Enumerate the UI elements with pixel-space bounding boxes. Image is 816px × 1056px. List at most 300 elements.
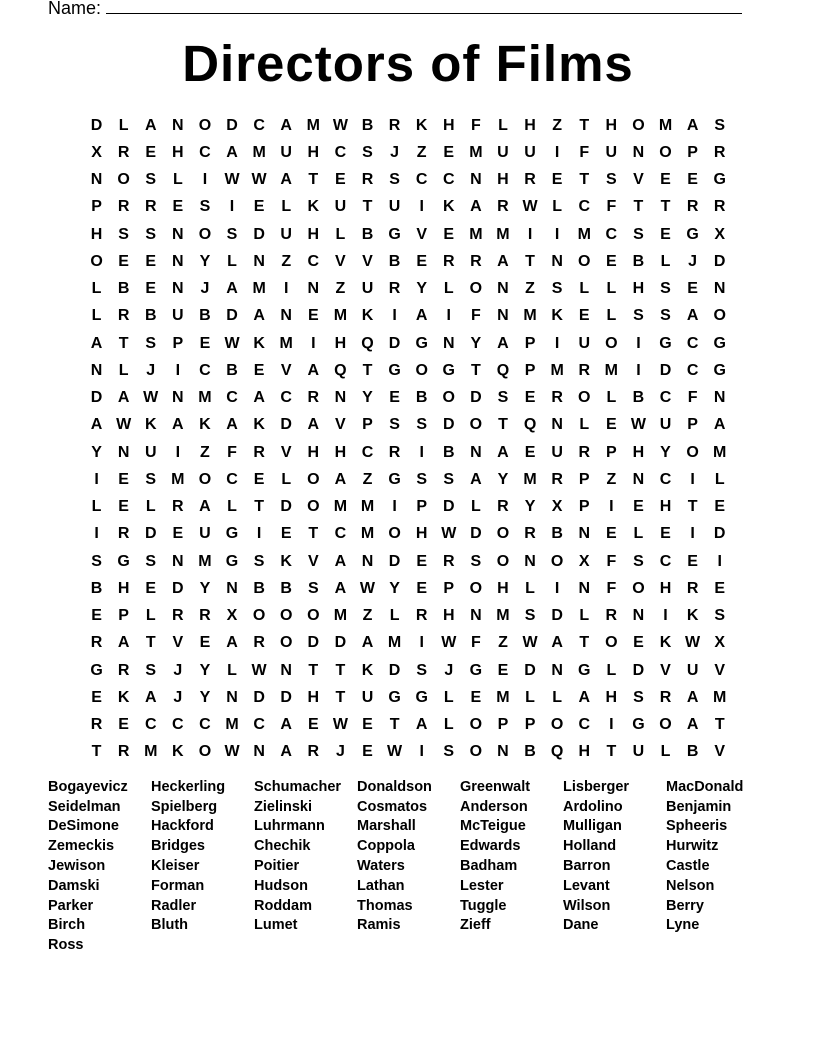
grid-letter[interactable]: R [90, 634, 103, 652]
grid-letter[interactable]: M [387, 634, 402, 652]
grid-letter[interactable]: I [717, 552, 722, 570]
grid-letter[interactable]: E [416, 252, 427, 270]
grid-letter[interactable]: I [202, 171, 208, 189]
grid-letter[interactable]: C [199, 716, 211, 734]
grid-letter[interactable]: U [144, 443, 157, 461]
grid-letter[interactable]: I [94, 470, 99, 488]
grid-letter[interactable]: Z [552, 116, 563, 134]
grid-letter[interactable]: Y [524, 498, 536, 516]
grid-letter[interactable]: R [361, 171, 374, 189]
grid-letter[interactable]: H [442, 116, 455, 134]
grid-letter[interactable]: M [198, 389, 212, 407]
grid-letter[interactable]: A [280, 716, 292, 734]
grid-letter[interactable]: M [198, 552, 212, 570]
grid-letter[interactable]: E [443, 225, 455, 243]
grid-letter[interactable]: I [636, 361, 641, 379]
grid-letter[interactable]: N [226, 579, 238, 597]
grid-letter[interactable]: R [415, 607, 428, 625]
grid-letter[interactable]: O [198, 116, 212, 134]
grid-letter[interactable]: W [224, 171, 240, 189]
grid-letter[interactable]: Y [199, 688, 211, 706]
grid-letter[interactable]: T [660, 198, 671, 216]
grid-letter[interactable]: P [605, 443, 617, 461]
grid-letter[interactable]: W [332, 116, 348, 134]
grid-letter[interactable]: L [118, 116, 129, 134]
grid-letter[interactable]: S [660, 307, 671, 325]
grid-letter[interactable]: E [660, 171, 671, 189]
grid-letter[interactable]: N [470, 607, 482, 625]
grid-letter[interactable]: G [713, 171, 726, 189]
grid-letter[interactable]: W [224, 743, 240, 761]
grid-letter[interactable]: V [714, 743, 726, 761]
grid-letter[interactable]: L [579, 607, 590, 625]
grid-letter[interactable]: S [633, 307, 644, 325]
grid-letter[interactable]: H [334, 334, 347, 352]
grid-letter[interactable]: L [606, 307, 617, 325]
grid-letter[interactable]: U [199, 525, 211, 543]
grid-letter[interactable]: F [687, 389, 698, 407]
grid-letter[interactable]: R [388, 116, 401, 134]
grid-letter[interactable]: Q [496, 361, 510, 379]
grid-letter[interactable]: O [713, 307, 726, 325]
grid-letter[interactable]: K [361, 307, 374, 325]
grid-letter[interactable]: K [199, 416, 211, 434]
grid-letter[interactable]: F [470, 116, 481, 134]
grid-letter[interactable]: S [145, 171, 157, 189]
grid-letter[interactable]: O [659, 716, 672, 734]
grid-letter[interactable]: T [389, 716, 400, 734]
grid-letter[interactable]: E [253, 361, 265, 379]
grid-letter[interactable]: N [307, 280, 320, 298]
grid-letter[interactable]: X [226, 607, 238, 625]
grid-letter[interactable]: D [388, 334, 401, 352]
grid-letter[interactable]: G [442, 361, 455, 379]
grid-letter[interactable]: R [117, 743, 130, 761]
grid-letter[interactable]: N [497, 743, 509, 761]
grid-letter[interactable]: S [551, 280, 563, 298]
grid-letter[interactable]: D [280, 416, 292, 434]
grid-letter[interactable]: I [527, 225, 533, 243]
grid-letter[interactable]: Z [525, 280, 535, 298]
grid-letter[interactable]: M [144, 743, 158, 761]
grid-letter[interactable]: F [227, 443, 237, 461]
grid-letter[interactable]: B [524, 743, 536, 761]
grid-letter[interactable]: S [389, 416, 400, 434]
grid-letter[interactable]: A [497, 334, 509, 352]
grid-letter[interactable]: N [280, 661, 292, 679]
grid-letter[interactable]: O [388, 525, 401, 543]
grid-letter[interactable]: O [469, 743, 483, 761]
grid-letter[interactable]: H [605, 688, 618, 706]
grid-letter[interactable]: E [145, 280, 157, 298]
grid-letter[interactable]: D [280, 688, 292, 706]
grid-letter[interactable]: V [633, 171, 644, 189]
grid-letter[interactable]: A [90, 416, 103, 434]
grid-letter[interactable]: T [145, 634, 156, 652]
grid-letter[interactable]: S [91, 552, 102, 570]
grid-letter[interactable]: T [633, 198, 644, 216]
grid-letter[interactable]: N [172, 225, 184, 243]
grid-letter[interactable]: O [550, 552, 564, 570]
grid-letter[interactable]: T [525, 252, 535, 270]
grid-letter[interactable]: W [441, 634, 457, 652]
grid-letter[interactable]: L [227, 661, 237, 679]
grid-letter[interactable]: P [416, 498, 427, 516]
grid-letter[interactable]: O [307, 607, 320, 625]
grid-letter[interactable]: O [469, 280, 483, 298]
grid-letter[interactable]: W [224, 334, 240, 352]
grid-letter[interactable]: S [145, 225, 157, 243]
grid-letter[interactable]: B [199, 307, 211, 325]
grid-letter[interactable]: Q [523, 416, 537, 434]
grid-letter[interactable]: W [630, 416, 646, 434]
grid-letter[interactable]: H [117, 579, 130, 597]
grid-letter[interactable]: L [91, 498, 102, 516]
grid-letter[interactable]: I [419, 634, 424, 652]
grid-letter[interactable]: O [469, 579, 483, 597]
grid-letter[interactable]: I [554, 579, 560, 597]
grid-letter[interactable]: K [442, 198, 455, 216]
grid-letter[interactable]: N [172, 116, 184, 134]
grid-letter[interactable]: S [443, 743, 455, 761]
grid-letter[interactable]: D [713, 525, 726, 543]
grid-letter[interactable]: H [172, 143, 184, 161]
grid-letter[interactable]: J [444, 661, 454, 679]
grid-letter[interactable]: E [307, 716, 319, 734]
grid-letter[interactable]: M [333, 498, 348, 516]
grid-letter[interactable]: W [359, 579, 376, 597]
grid-letter[interactable]: R [686, 579, 699, 597]
grid-letter[interactable]: A [226, 280, 238, 298]
grid-letter[interactable]: N [280, 307, 292, 325]
grid-letter[interactable]: H [497, 579, 509, 597]
grid-letter[interactable]: U [280, 225, 292, 243]
grid-letter[interactable]: T [91, 743, 102, 761]
grid-letter[interactable]: E [335, 171, 346, 189]
grid-letter[interactable]: D [551, 607, 563, 625]
grid-letter[interactable]: G [713, 334, 726, 352]
grid-letter[interactable]: U [659, 416, 672, 434]
grid-letter[interactable]: E [145, 579, 157, 597]
grid-letter[interactable]: W [522, 198, 538, 216]
grid-letter[interactable]: L [606, 661, 617, 679]
grid-letter[interactable]: N [632, 470, 645, 488]
grid-letter[interactable]: H [659, 579, 672, 597]
grid-letter[interactable]: L [145, 607, 156, 625]
grid-letter[interactable]: E [605, 525, 617, 543]
grid-letter[interactable]: Y [199, 661, 211, 679]
grid-letter[interactable]: L [281, 470, 292, 488]
grid-letter[interactable]: B [632, 389, 645, 407]
grid-letter[interactable]: U [388, 198, 401, 216]
grid-letter[interactable]: X [714, 634, 726, 652]
grid-letter[interactable]: Q [361, 334, 374, 352]
grid-letter[interactable]: V [307, 552, 319, 570]
grid-letter[interactable]: E [687, 280, 698, 298]
grid-letter[interactable]: S [714, 116, 726, 134]
grid-letter[interactable]: U [172, 307, 184, 325]
grid-letter[interactable]: E [660, 225, 671, 243]
grid-letter[interactable]: B [361, 225, 374, 243]
grid-letter[interactable]: R [388, 443, 401, 461]
grid-letter[interactable]: I [609, 498, 614, 516]
grid-letter[interactable]: B [442, 443, 455, 461]
grid-letter[interactable]: U [578, 334, 591, 352]
grid-letter[interactable]: C [253, 716, 265, 734]
grid-letter[interactable]: I [419, 198, 424, 216]
grid-letter[interactable]: E [172, 525, 184, 543]
grid-letter[interactable]: A [497, 443, 509, 461]
grid-letter[interactable]: R [199, 607, 211, 625]
grid-letter[interactable]: B [551, 525, 563, 543]
grid-letter[interactable]: D [470, 525, 482, 543]
grid-letter[interactable]: O [90, 252, 103, 270]
grid-letter[interactable]: I [94, 525, 99, 543]
grid-letter[interactable]: L [389, 607, 400, 625]
grid-letter[interactable]: R [253, 634, 265, 652]
grid-letter[interactable]: N [713, 280, 726, 298]
grid-letter[interactable]: A [497, 252, 509, 270]
grid-letter[interactable]: Y [389, 579, 400, 597]
grid-letter[interactable]: M [523, 470, 537, 488]
grid-letter[interactable]: A [172, 416, 184, 434]
grid-letter[interactable]: E [578, 307, 590, 325]
grid-letter[interactable]: A [307, 361, 320, 379]
grid-letter[interactable]: V [335, 252, 346, 270]
grid-letter[interactable]: S [416, 470, 427, 488]
grid-letter[interactable]: U [280, 143, 292, 161]
grid-letter[interactable]: H [632, 280, 645, 298]
grid-letter[interactable]: C [334, 525, 347, 543]
grid-letter[interactable]: N [551, 252, 563, 270]
grid-letter[interactable]: L [714, 470, 725, 488]
grid-letter[interactable]: A [280, 171, 292, 189]
grid-letter[interactable]: Y [199, 579, 211, 597]
grid-letter[interactable]: F [470, 634, 481, 652]
grid-letter[interactable]: N [172, 552, 184, 570]
grid-letter[interactable]: R [144, 198, 157, 216]
grid-letter[interactable]: A [117, 634, 130, 652]
grid-letter[interactable]: O [659, 143, 672, 161]
grid-letter[interactable]: G [225, 525, 239, 543]
grid-letter[interactable]: D [470, 389, 482, 407]
grid-letter[interactable]: E [362, 743, 373, 761]
grid-letter[interactable]: N [713, 389, 726, 407]
grid-letter[interactable]: A [90, 334, 103, 352]
grid-letter[interactable]: K [659, 634, 672, 652]
grid-letter[interactable]: E [687, 171, 698, 189]
grid-letter[interactable]: Y [660, 443, 671, 461]
grid-letter[interactable]: O [198, 743, 212, 761]
grid-letter[interactable]: L [281, 198, 292, 216]
grid-letter[interactable]: R [578, 443, 591, 461]
grid-letter[interactable]: K [415, 116, 428, 134]
name-blank-line[interactable] [106, 0, 742, 14]
grid-letter[interactable]: K [253, 416, 265, 434]
grid-letter[interactable]: R [497, 198, 509, 216]
grid-letter[interactable]: A [144, 116, 157, 134]
grid-letter[interactable]: R [497, 498, 509, 516]
grid-letter[interactable]: A [713, 416, 726, 434]
grid-letter[interactable]: J [173, 688, 183, 706]
grid-letter[interactable]: I [554, 225, 560, 243]
grid-letter[interactable]: P [362, 416, 373, 434]
grid-letter[interactable]: N [117, 443, 130, 461]
grid-letter[interactable]: K [253, 334, 265, 352]
grid-letter[interactable]: D [659, 361, 672, 379]
grid-letter[interactable]: I [311, 334, 316, 352]
grid-letter[interactable]: V [660, 661, 671, 679]
grid-letter[interactable]: N [90, 361, 103, 379]
grid-letter[interactable]: I [256, 525, 262, 543]
grid-letter[interactable]: A [686, 716, 699, 734]
grid-letter[interactable]: A [686, 116, 699, 134]
grid-letter[interactable]: M [360, 525, 375, 543]
grid-letter[interactable]: L [335, 225, 346, 243]
grid-letter[interactable]: E [416, 552, 427, 570]
grid-letter[interactable]: B [90, 579, 103, 597]
grid-letter[interactable]: C [686, 361, 699, 379]
grid-letter[interactable]: P [118, 607, 129, 625]
grid-letter[interactable]: C [280, 389, 292, 407]
grid-letter[interactable]: A [361, 634, 374, 652]
grid-letter[interactable]: A [280, 743, 292, 761]
grid-letter[interactable]: C [307, 252, 320, 270]
grid-letter[interactable]: S [605, 171, 617, 189]
grid-letter[interactable]: B [144, 307, 157, 325]
grid-letter[interactable]: B [632, 252, 645, 270]
grid-letter[interactable]: A [415, 307, 428, 325]
grid-letter[interactable]: D [388, 661, 401, 679]
grid-letter[interactable]: A [307, 416, 320, 434]
grid-letter[interactable]: E [145, 252, 157, 270]
grid-letter[interactable]: F [606, 579, 617, 597]
grid-letter[interactable]: U [605, 143, 618, 161]
grid-letter[interactable]: S [497, 389, 509, 407]
grid-letter[interactable]: W [685, 634, 701, 652]
grid-letter[interactable]: B [686, 743, 699, 761]
grid-letter[interactable]: A [117, 389, 130, 407]
grid-letter[interactable]: C [334, 143, 347, 161]
grid-letter[interactable]: N [172, 280, 184, 298]
grid-letter[interactable]: N [253, 252, 265, 270]
grid-letter[interactable]: V [172, 634, 184, 652]
grid-letter[interactable]: D [632, 661, 645, 679]
grid-letter[interactable]: E [687, 552, 698, 570]
grid-letter[interactable]: L [606, 280, 617, 298]
grid-letter[interactable]: F [606, 198, 617, 216]
grid-letter[interactable]: M [469, 143, 483, 161]
grid-letter[interactable]: M [333, 307, 348, 325]
grid-letter[interactable]: P [524, 716, 536, 734]
grid-letter[interactable]: I [392, 498, 397, 516]
grid-letter[interactable]: J [173, 661, 183, 679]
grid-letter[interactable]: E [524, 389, 536, 407]
grid-letter[interactable]: T [362, 198, 373, 216]
grid-letter[interactable]: T [335, 661, 346, 679]
grid-letter[interactable]: U [361, 688, 374, 706]
grid-letter[interactable]: R [117, 307, 130, 325]
grid-letter[interactable]: L [660, 252, 671, 270]
grid-letter[interactable]: N [361, 552, 374, 570]
grid-letter[interactable]: F [579, 143, 590, 161]
grid-letter[interactable]: K [172, 743, 184, 761]
grid-letter[interactable]: E [497, 661, 509, 679]
grid-letter[interactable]: M [523, 307, 537, 325]
grid-letter[interactable]: S [443, 470, 455, 488]
grid-letter[interactable]: U [686, 661, 699, 679]
grid-letter[interactable]: L [579, 416, 590, 434]
grid-letter[interactable]: B [226, 361, 238, 379]
grid-letter[interactable]: O [605, 634, 618, 652]
grid-letter[interactable]: L [227, 498, 237, 516]
grid-letter[interactable]: D [713, 252, 726, 270]
grid-letter[interactable]: I [690, 470, 695, 488]
grid-letter[interactable]: V [280, 361, 292, 379]
grid-letter[interactable]: L [443, 280, 454, 298]
grid-letter[interactable]: T [470, 361, 481, 379]
grid-letter[interactable]: G [469, 661, 483, 679]
grid-letter[interactable]: S [362, 143, 373, 161]
grid-letter[interactable]: M [171, 470, 185, 488]
grid-letter[interactable]: K [117, 688, 130, 706]
grid-letter[interactable]: M [469, 225, 483, 243]
grid-letter[interactable]: S [226, 225, 238, 243]
grid-letter[interactable]: I [663, 607, 668, 625]
grid-letter[interactable]: O [279, 607, 293, 625]
grid-letter[interactable]: Z [335, 280, 346, 298]
grid-letter[interactable]: R [117, 661, 130, 679]
grid-letter[interactable]: D [253, 688, 265, 706]
grid-letter[interactable]: G [578, 661, 591, 679]
grid-letter[interactable]: I [554, 143, 560, 161]
grid-letter[interactable]: D [442, 498, 455, 516]
grid-letter[interactable]: S [416, 661, 427, 679]
grid-letter[interactable]: N [90, 171, 103, 189]
grid-letter[interactable]: L [633, 525, 644, 543]
grid-letter[interactable]: E [199, 634, 211, 652]
grid-letter[interactable]: O [307, 470, 320, 488]
grid-letter[interactable]: M [496, 225, 510, 243]
grid-letter[interactable]: N [226, 688, 238, 706]
grid-letter[interactable]: E [633, 634, 644, 652]
grid-letter[interactable]: E [253, 198, 265, 216]
grid-letter[interactable]: H [307, 225, 320, 243]
grid-letter[interactable]: W [522, 634, 538, 652]
grid-letter[interactable]: N [551, 661, 563, 679]
grid-letter[interactable]: K [551, 307, 563, 325]
grid-letter[interactable]: L [525, 688, 535, 706]
grid-letter[interactable]: E [714, 579, 726, 597]
grid-letter[interactable]: Y [497, 470, 509, 488]
grid-letter[interactable]: V [416, 225, 427, 243]
grid-letter[interactable]: Y [470, 334, 482, 352]
grid-letter[interactable]: E [118, 716, 129, 734]
grid-letter[interactable]: G [415, 688, 428, 706]
grid-letter[interactable]: T [606, 743, 617, 761]
grid-letter[interactable]: I [609, 716, 614, 734]
grid-letter[interactable]: S [145, 470, 157, 488]
grid-letter[interactable]: M [225, 716, 239, 734]
grid-letter[interactable]: B [253, 579, 265, 597]
grid-letter[interactable]: C [253, 116, 265, 134]
grid-letter[interactable]: E [416, 579, 427, 597]
grid-letter[interactable]: E [389, 389, 400, 407]
grid-letter[interactable]: H [524, 116, 536, 134]
grid-letter[interactable]: M [252, 143, 266, 161]
grid-letter[interactable]: R [524, 525, 536, 543]
grid-letter[interactable]: J [146, 361, 156, 379]
